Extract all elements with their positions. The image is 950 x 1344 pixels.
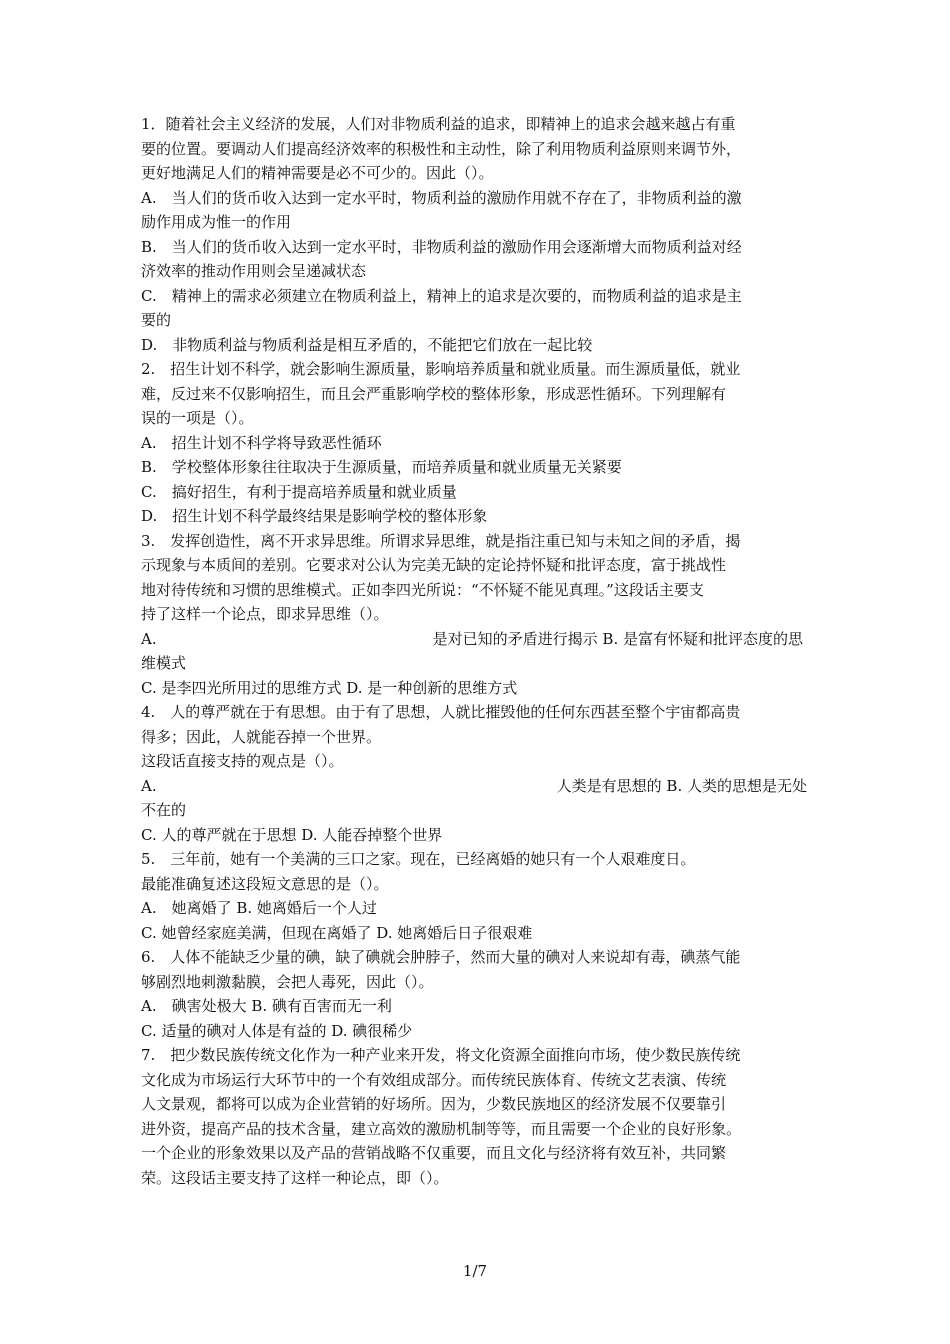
- option-line: C. 她曾经家庭美满，但现在离婚了 D. 她离婚后日子很艰难: [141, 923, 533, 942]
- question-stem-line: 5. 三年前，她有一个美满的三口之家。现在，已经离婚的她只有一个人艰难度日。: [141, 850, 696, 868]
- question-5: [141, 847, 817, 945]
- question-3: [141, 529, 817, 701]
- question-stem-line: 1．随着社会主义经济的发展，人们对非物质利益的追求，即精神上的追求会越来越占有重: [141, 115, 736, 133]
- question-4: [141, 700, 817, 847]
- option-line: A. 招生计划不科学将导致恶性循环: [141, 433, 382, 452]
- question-2: [141, 357, 817, 529]
- question-stem-line: 进外资，提高产品的技术含量，建立高效的激励机制等等，而且需要一个企业的良好形象。: [141, 1119, 742, 1138]
- option-line: 不在的: [141, 801, 187, 819]
- option-line: C. 是李四光所用过的思维方式 D. 是一种创新的思维方式: [141, 678, 518, 697]
- question-7: [141, 1043, 817, 1190]
- document-body: [141, 112, 817, 1190]
- question-stem-line: 这段话直接支持的观点是（）。: [141, 752, 344, 770]
- question-stem-line: 更好地满足人们的精神需要是必不可少的。因此（）。: [141, 164, 494, 182]
- question-6: [141, 945, 817, 1043]
- option-line: C. 人的尊严就在于思想 D. 人能吞掉整个世界: [141, 825, 443, 844]
- option-line: B. 学校整体形象往往取决于生源质量，而培养质量和就业质量无关紧要: [141, 458, 622, 476]
- option-line: C. 搞好招生，有利于提高培养质量和就业质量: [141, 482, 457, 501]
- option-line: C. 精神上的需求必须建立在物质利益上，精神上的追求是次要的，而物质利益的追求是主: [141, 286, 742, 305]
- option-line: C. 适量的碘对人体是有益的 D. 碘很稀少: [141, 1021, 413, 1040]
- question-stem-line: 文化成为市场运行大环节中的一个有效组成部分。而传统民族体育、传统文艺表演、传统: [141, 1070, 727, 1089]
- question-stem-line: 难，反过来不仅影响招生，而且会严重影响学校的整体形象，形成恶性循环。下列理解有: [141, 384, 727, 403]
- option-line: [141, 774, 817, 799]
- option-line: 维模式: [141, 654, 187, 672]
- option-line: 励作用成为惟一的作用: [141, 213, 292, 231]
- option-line: D. 招生计划不科学最终结果是影响学校的整体形象: [141, 507, 488, 525]
- option-a-b-text: 人类是有思想的 B. 人类的思想是无处: [556, 776, 807, 795]
- option-line: A. 碘害处极大 B. 碘有百害而无一利: [141, 997, 392, 1015]
- option-line: 要的: [141, 311, 172, 329]
- option-a-b-text: 是对已知的矛盾进行揭示 B. 是富有怀疑和批评态度的思: [432, 629, 803, 648]
- option-a-label: A.: [141, 776, 157, 795]
- question-stem-line: 6. 人体不能缺乏少量的碘，缺了碘就会肿脖子，然而大量的碘对人来说却有毒，碘蒸气能: [141, 948, 741, 966]
- option-line: A. 她离婚了 B. 她离婚后一个人过: [141, 899, 377, 917]
- question-stem-line: 持了这样一个论点，即求异思维（）。: [141, 605, 389, 623]
- option-line: 济效率的推动作用则会呈递减状态: [141, 262, 367, 280]
- question-stem-line: 够剧烈地刺激黏膜，会把人毒死，因此（）。: [141, 972, 434, 991]
- question-stem-line: 最能准确复述这段短文意思的是（）。: [141, 874, 389, 893]
- question-stem-line: 得多；因此，人就能吞掉一个世界。: [141, 727, 382, 746]
- question-stem-line: 误的一项是（）。: [141, 409, 254, 427]
- question-stem-line: 2. 招生计划不科学，就会影响生源质量，影响培养质量和就业质量。而生源质量低，就业: [141, 360, 741, 378]
- option-line: [141, 627, 817, 652]
- question-1: [141, 112, 817, 357]
- question-stem-line: 荣。这段话主要支持了这样一种论点，即（）。: [141, 1168, 449, 1187]
- question-stem-line: 人文景观，都将可以成为企业营销的好场所。因为，少数民族地区的经济发展不仅要靠引: [141, 1095, 727, 1113]
- option-a-label: A.: [141, 629, 157, 648]
- question-stem-line: 要的位置。要调动人们提高经济效率的积极性和主动性，除了利用物质利益原则来调节外，: [141, 139, 742, 158]
- page-number: 1/7: [462, 1262, 488, 1280]
- question-stem-line: 4. 人的尊严就在于有思想。由于有了思想，人就比摧毁他的任何东西甚至整个宇宙都高贵: [141, 703, 741, 721]
- question-stem-line: 7. 把少数民族传统文化作为一种产业来开发，将文化资源全面推向市场，使少数民族传统: [141, 1046, 741, 1064]
- option-line: D. 非物质利益与物质利益是相互矛盾的，不能把它们放在一起比较: [141, 335, 593, 354]
- option-line: B. 当人们的货币收入达到一定水平时，非物质利益的激励作用会逐渐增大而物质利益对经: [141, 237, 742, 256]
- question-stem-line: 3. 发挥创造性，离不开求异思维。所谓求异思维，就是指注重已知与未知之间的矛盾，揭: [141, 531, 741, 550]
- option-line: A. 当人们的货币收入达到一定水平时，物质利益的激励作用就不存在了，非物质利益的激: [141, 188, 742, 207]
- question-stem-line: 地对待传统和习惯的思维模式。正如李四光所说：“不怀疑不能见真理。”这段话主要支: [141, 580, 704, 599]
- question-stem-line: 一个企业的形象效果以及产品的营销战略不仅重要，而且文化与经济将有效互补，共同繁: [141, 1144, 727, 1162]
- question-stem-line: 示现象与本质间的差别。它要求对公认为完美无缺的定论持怀疑和批评态度，富于挑战性: [141, 556, 727, 574]
